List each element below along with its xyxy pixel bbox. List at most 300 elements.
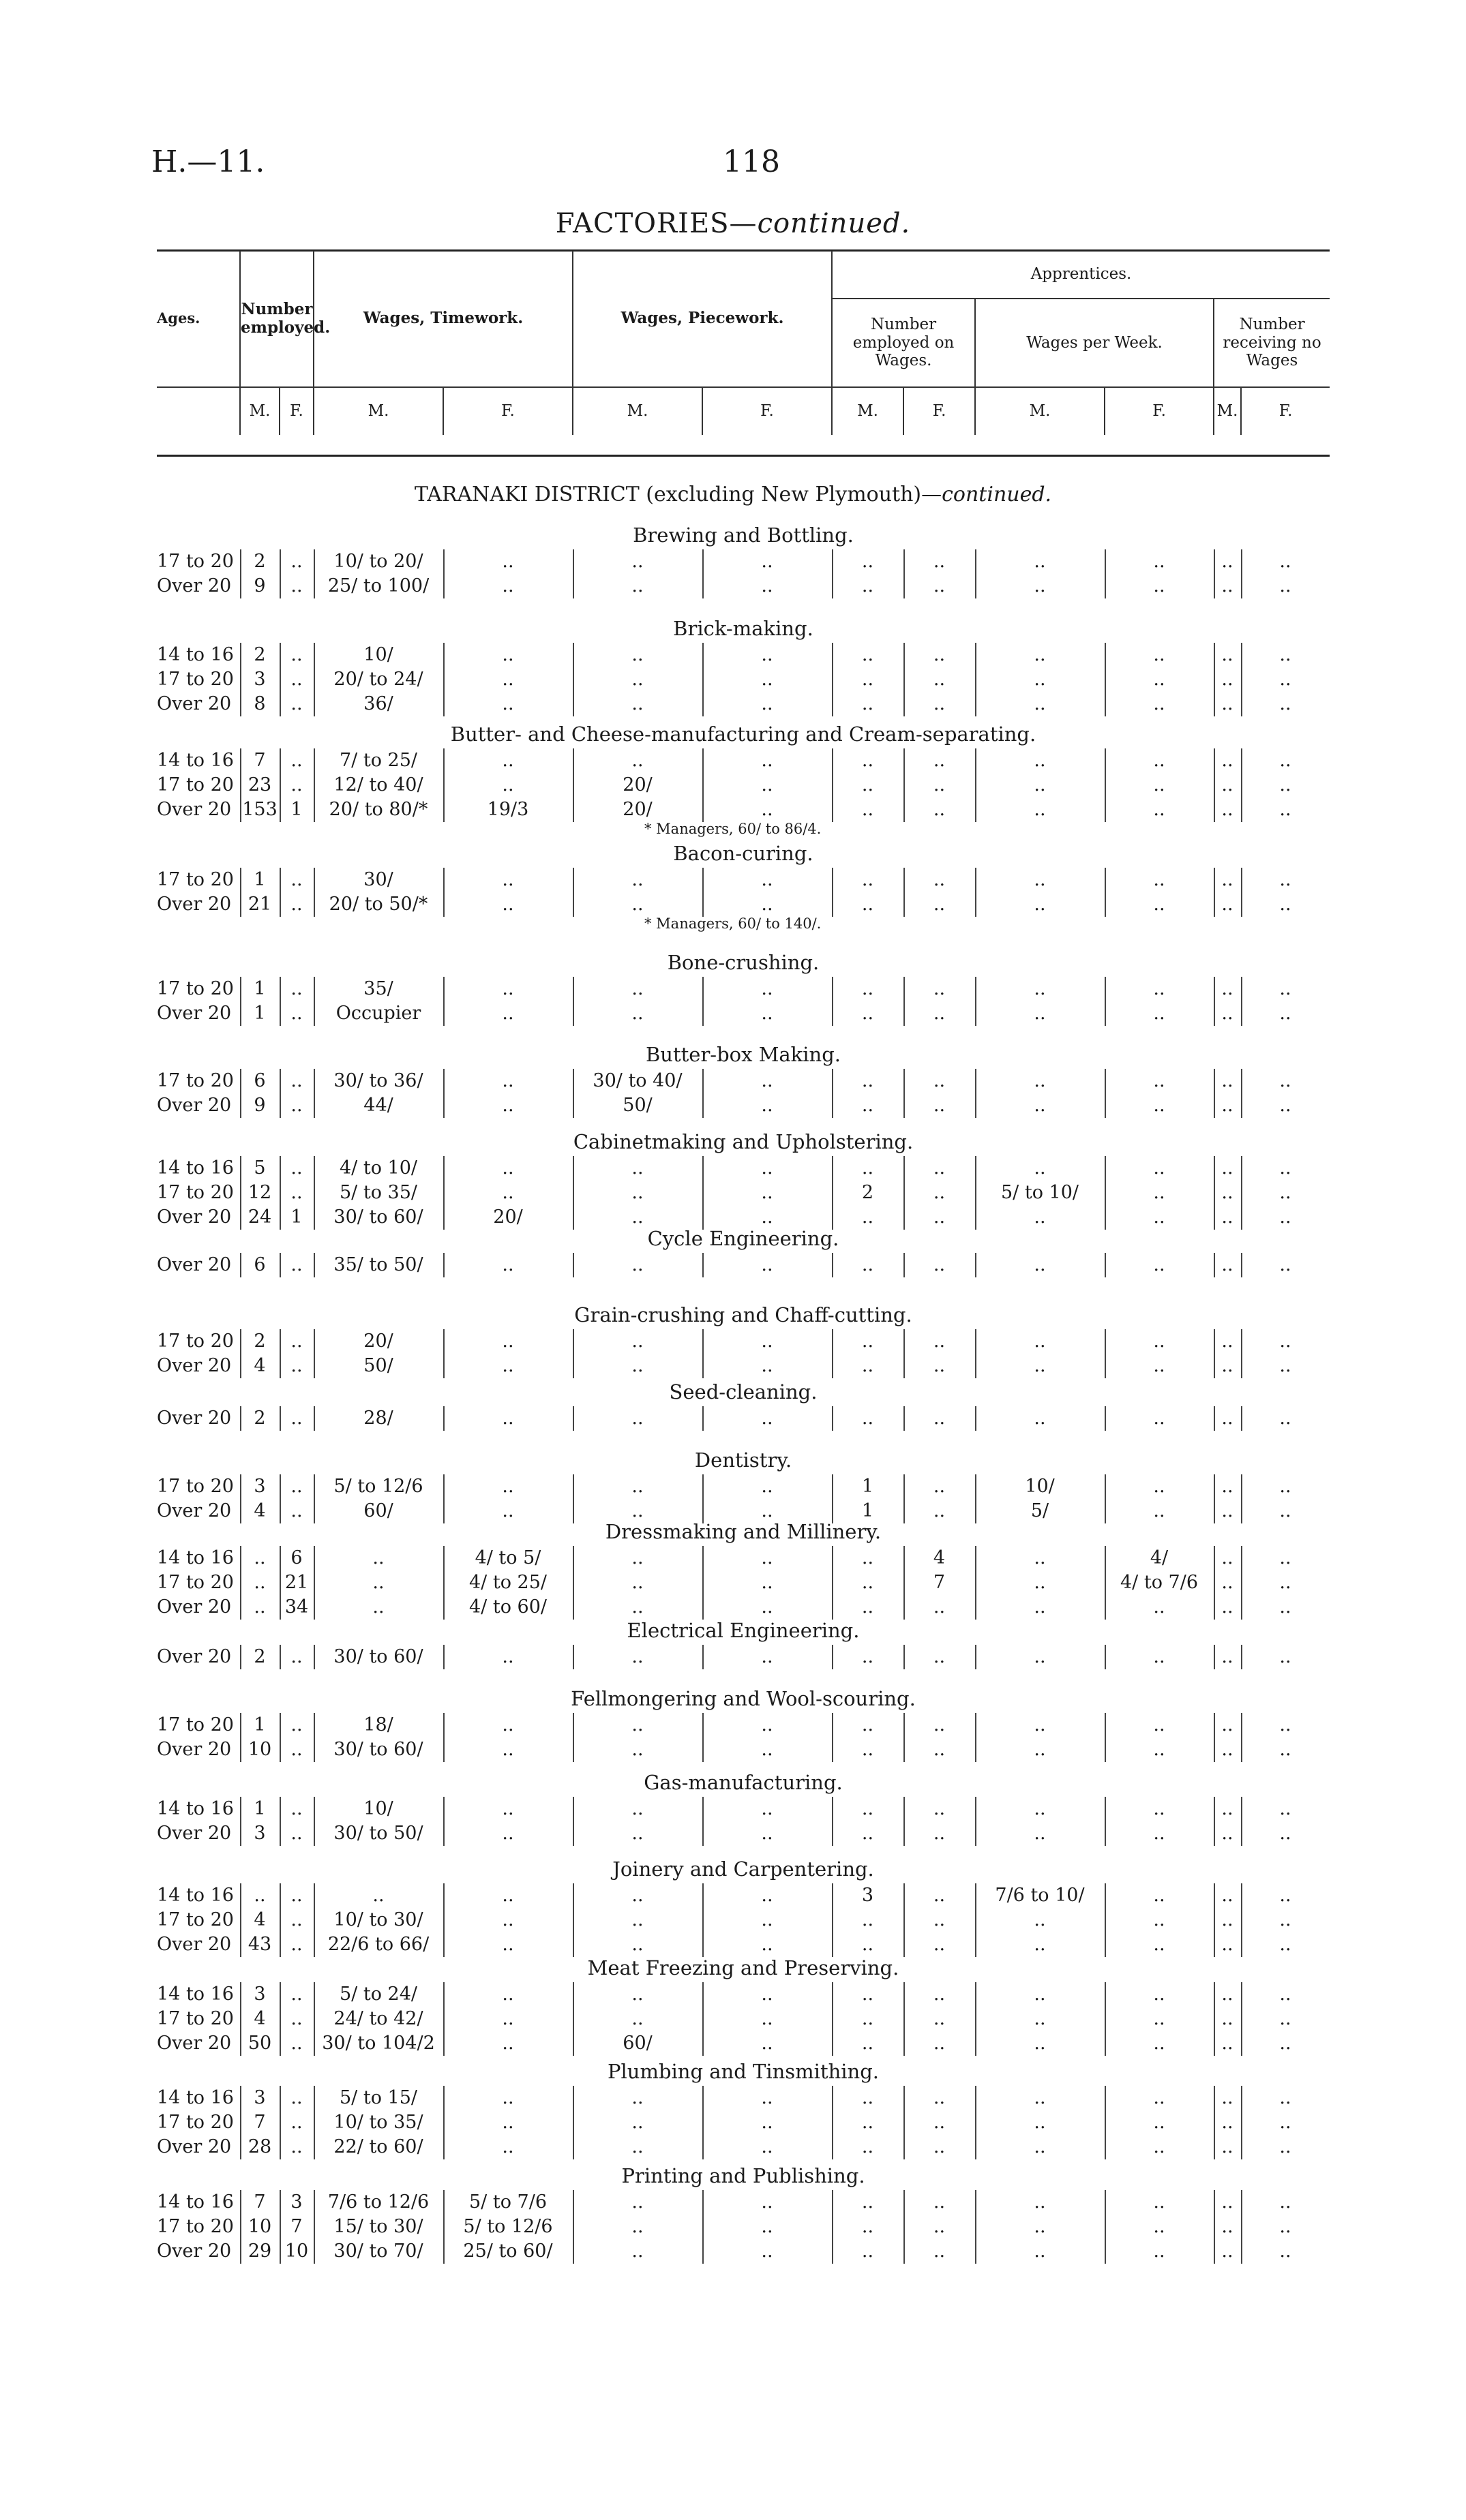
table-cell: 3 — [290, 2191, 303, 2213]
col-f: F. — [280, 387, 314, 435]
col-wages-timework: Wages, Timework. — [314, 251, 573, 387]
table-cell: 4/ to 5/ — [475, 1547, 541, 1568]
table-cell: .. — [761, 2191, 773, 2213]
column-rule — [832, 1329, 833, 1378]
table-cell: 60/ — [623, 2033, 653, 2054]
table-cell: .. — [290, 1408, 303, 1429]
table-cell: 4/ to 10/ — [340, 1157, 417, 1179]
column-rule — [314, 549, 315, 598]
column-rule — [443, 1982, 445, 2056]
table-cell: .. — [933, 1909, 946, 1930]
table-cell: .. — [290, 1823, 303, 1844]
column-rule — [1105, 549, 1106, 598]
table-cell: .. — [1221, 693, 1233, 714]
table-cell: .. — [1279, 869, 1291, 890]
table-cell: .. — [1153, 1182, 1165, 1203]
table-cell: .. — [502, 1909, 514, 1930]
table-cell: .. — [761, 1182, 773, 1203]
table-cell: .. — [1221, 1646, 1233, 1667]
table-cell: .. — [761, 1206, 773, 1228]
column-rule — [832, 1253, 833, 1277]
column-rule — [573, 977, 574, 1026]
table-row — [157, 1646, 1330, 1669]
table-cell: 18/ — [363, 1714, 393, 1735]
table-cell: .. — [1153, 774, 1165, 795]
table-cell: .. — [1034, 575, 1046, 596]
column-rule — [573, 1982, 574, 2056]
table-cell: .. — [631, 669, 644, 690]
table-cell: 17 to 20 — [157, 1476, 234, 1497]
column-rule — [240, 1474, 241, 1523]
industry-title: Gas-manufacturing. — [644, 1771, 843, 1794]
column-rule — [1214, 1546, 1215, 1620]
table-row — [157, 693, 1330, 716]
table-cell: .. — [933, 1984, 946, 2005]
table-cell: .. — [1279, 1934, 1291, 1955]
table-cell: .. — [861, 2191, 874, 2213]
table-cell: .. — [861, 2087, 874, 2108]
table-cell: 5/ to 7/6 — [469, 2191, 547, 2213]
table-cell: .. — [761, 799, 773, 820]
table-cell: 3 — [254, 2087, 266, 2108]
table-cell: .. — [861, 2033, 874, 2054]
table-cell: 20/ to 50/* — [329, 894, 428, 915]
table-cell: 10/ to 35/ — [333, 2112, 423, 2133]
column-rule — [975, 2086, 976, 2159]
table-cell: .. — [631, 1182, 644, 1203]
table-cell: .. — [631, 978, 644, 999]
table-cell: .. — [861, 2241, 874, 2262]
table-cell: 1 — [254, 869, 266, 890]
column-rule — [702, 1883, 704, 1957]
column-rule — [903, 1156, 905, 1230]
table-cell: .. — [1279, 1157, 1291, 1179]
table-cell: .. — [502, 774, 514, 795]
table-cell: .. — [933, 2112, 946, 2133]
table-cell: 1 — [290, 1206, 303, 1228]
table-cell: .. — [861, 1003, 874, 1024]
table-cell: .. — [861, 1254, 874, 1275]
table-cell: .. — [1153, 1095, 1165, 1116]
table-cell: .. — [1221, 2033, 1233, 2054]
table-cell: 19/3 — [487, 799, 529, 820]
table-cell: 21 — [248, 894, 272, 915]
column-rule — [240, 1329, 241, 1378]
table-cell: 24 — [248, 1206, 272, 1228]
column-rule — [1105, 868, 1106, 917]
column-rule — [280, 868, 281, 917]
column-rule — [1105, 1069, 1106, 1118]
column-rule — [240, 549, 241, 598]
table-cell: .. — [933, 1934, 946, 1955]
column-rule — [1241, 1713, 1242, 1762]
table-cell: .. — [933, 1331, 946, 1352]
table-cell: .. — [631, 1934, 644, 1955]
table-cell: .. — [933, 1646, 946, 1667]
table-cell: .. — [861, 1157, 874, 1179]
table-cell: 14 to 16 — [157, 1547, 234, 1568]
table-cell: .. — [1279, 1646, 1291, 1667]
table-cell: .. — [761, 2033, 773, 2054]
table-cell: 14 to 16 — [157, 1798, 234, 1819]
table-cell: 25/ to 60/ — [463, 2241, 553, 2262]
column-rule — [443, 643, 445, 716]
column-rule — [314, 1982, 315, 2056]
table-cell: .. — [290, 2087, 303, 2108]
table-cell: .. — [761, 1254, 773, 1275]
column-rule — [1105, 643, 1106, 716]
table-cell: .. — [1279, 2241, 1291, 2262]
table-row — [157, 1798, 1330, 1821]
col-m: M. — [832, 387, 903, 435]
table-cell: 50/ — [363, 1355, 393, 1376]
table-cell: .. — [1153, 551, 1165, 572]
column-rule — [832, 1406, 833, 1431]
table-cell: 24/ to 42/ — [333, 2008, 423, 2029]
table-cell: .. — [631, 644, 644, 665]
table-cell: .. — [1153, 1408, 1165, 1429]
table-cell: 20/ — [493, 1206, 523, 1228]
table-cell: 3 — [861, 1885, 874, 1906]
table-cell: 4/ to 60/ — [469, 1596, 547, 1618]
table-cell: .. — [254, 1572, 266, 1593]
table-cell: .. — [502, 1157, 514, 1179]
table-cell: .. — [1034, 894, 1046, 915]
column-rule — [975, 1329, 976, 1378]
table-cell: .. — [1279, 1739, 1291, 1760]
column-rule — [314, 1253, 315, 1277]
table-cell: .. — [1153, 1331, 1165, 1352]
table-cell: 10/ — [1025, 1476, 1055, 1497]
column-rule — [903, 1474, 905, 1523]
table-cell: Over 20 — [157, 894, 232, 915]
table-cell: .. — [1034, 1823, 1046, 1844]
table-cell: .. — [502, 750, 514, 771]
table-cell: .. — [1221, 894, 1233, 915]
table-cell: .. — [1034, 1798, 1046, 1819]
table-cell: .. — [933, 894, 946, 915]
table-cell: .. — [933, 1500, 946, 1521]
col-f: F. — [443, 387, 573, 435]
table-cell: .. — [631, 1331, 644, 1352]
column-rule — [903, 1883, 905, 1957]
table-cell: 17 to 20 — [157, 1070, 234, 1091]
table-cell: .. — [761, 1476, 773, 1497]
table-cell: .. — [761, 575, 773, 596]
table-cell: .. — [1034, 1909, 1046, 1930]
table-cell: .. — [290, 750, 303, 771]
table-cell: .. — [631, 1476, 644, 1497]
table-cell: 14 to 16 — [157, 2087, 234, 2108]
table-cell: 17 to 20 — [157, 669, 234, 690]
column-rule — [443, 868, 445, 917]
table-cell: .. — [1221, 1798, 1233, 1819]
table-cell: Over 20 — [157, 799, 232, 820]
table-cell: .. — [631, 2136, 644, 2157]
table-row — [157, 669, 1330, 692]
table-cell: 20/ — [363, 1331, 393, 1352]
table-cell: 5/ to 15/ — [340, 2087, 417, 2108]
column-rule — [573, 748, 574, 822]
table-cell: 7 — [254, 2112, 266, 2133]
table-cell: .. — [1034, 2136, 1046, 2157]
table-cell: .. — [502, 575, 514, 596]
column-rule — [903, 1406, 905, 1431]
column-rule — [443, 1546, 445, 1620]
column-rule — [832, 2190, 833, 2264]
column-rule — [573, 1645, 574, 1669]
column-rule — [832, 977, 833, 1026]
table-row — [157, 869, 1330, 892]
column-rule — [903, 1797, 905, 1846]
table-cell: .. — [1153, 2136, 1165, 2157]
section-footnote: * Managers, 60/ to 86/4. — [644, 821, 822, 837]
column-rule — [702, 1546, 704, 1620]
table-cell: .. — [502, 1182, 514, 1203]
column-rule — [280, 1069, 281, 1118]
table-cell: .. — [502, 1476, 514, 1497]
page-number: 118 — [723, 145, 780, 179]
column-rule — [573, 1883, 574, 1957]
column-rule — [1241, 977, 1242, 1026]
table-cell: 4 — [933, 1547, 946, 1568]
column-rule — [903, 1069, 905, 1118]
table-cell: .. — [1153, 978, 1165, 999]
table-cell: 4 — [254, 1909, 266, 1930]
table-cell: 3 — [254, 1984, 266, 2005]
column-rule — [1214, 1156, 1215, 1230]
table-cell: .. — [1279, 1500, 1291, 1521]
table-cell: .. — [631, 1739, 644, 1760]
table-cell: .. — [631, 2112, 644, 2133]
table-cell: .. — [1153, 575, 1165, 596]
table-cell: .. — [1279, 799, 1291, 820]
table-cell: .. — [502, 1003, 514, 1024]
table-cell: .. — [502, 2008, 514, 2029]
table-cell: 14 to 16 — [157, 1984, 234, 2005]
table-cell: .. — [631, 575, 644, 596]
column-rule — [443, 549, 445, 598]
column-rule — [1241, 2190, 1242, 2264]
table-cell: .. — [1279, 894, 1291, 915]
table-cell: 17 to 20 — [157, 2008, 234, 2029]
column-rule — [573, 1406, 574, 1431]
table-cell: 20/ to 24/ — [333, 669, 423, 690]
table-cell: .. — [290, 1070, 303, 1091]
table-cell: .. — [761, 1572, 773, 1593]
table-cell: .. — [290, 1003, 303, 1024]
column-rule — [832, 549, 833, 598]
table-cell: 14 to 16 — [157, 2191, 234, 2213]
table-cell: .. — [1153, 1254, 1165, 1275]
table-cell: .. — [631, 693, 644, 714]
table-cell: .. — [290, 1984, 303, 2005]
table-cell: .. — [761, 1500, 773, 1521]
table-cell: .. — [290, 1885, 303, 1906]
column-rule — [702, 1156, 704, 1230]
column-rule — [280, 549, 281, 598]
column-rule — [1105, 1982, 1106, 2056]
col-wages-piecework: Wages, Piecework. — [573, 251, 832, 387]
table-cell: .. — [502, 1355, 514, 1376]
col-f: F. — [1105, 387, 1214, 435]
column-rule — [1241, 1406, 1242, 1431]
table-cell: .. — [290, 1331, 303, 1352]
table-cell: .. — [861, 1572, 874, 1593]
table-row — [157, 1739, 1330, 1762]
table-cell: 17 to 20 — [157, 2216, 234, 2237]
table-cell: .. — [502, 1714, 514, 1735]
column-rule — [1214, 643, 1215, 716]
table-cell: 17 to 20 — [157, 1909, 234, 1930]
column-rule — [280, 1329, 281, 1378]
table-cell: .. — [1034, 1206, 1046, 1228]
table-cell: .. — [761, 978, 773, 999]
table-cell: Over 20 — [157, 1206, 232, 1228]
table-cell: .. — [861, 774, 874, 795]
table-cell: .. — [1279, 693, 1291, 714]
table-cell: Over 20 — [157, 1596, 232, 1618]
table-cell: 1 — [861, 1476, 874, 1497]
table-cell: .. — [1221, 669, 1233, 690]
table-cell: 7/6 to 10/ — [995, 1885, 1085, 1906]
table-row — [157, 1909, 1330, 1932]
table-cell: 7/ to 25/ — [340, 750, 417, 771]
table-cell: .. — [502, 2033, 514, 2054]
column-rule — [832, 868, 833, 917]
column-rule — [240, 1982, 241, 2056]
table-cell: .. — [290, 1739, 303, 1760]
table-cell: .. — [1279, 1984, 1291, 2005]
table-cell: Over 20 — [157, 1500, 232, 1521]
table-cell: .. — [761, 1157, 773, 1179]
table-cell: Over 20 — [157, 1646, 232, 1667]
table-cell: .. — [933, 669, 946, 690]
table-cell: Over 20 — [157, 1934, 232, 1955]
table-cell: .. — [254, 1885, 266, 1906]
table-cell: .. — [761, 2087, 773, 2108]
table-cell: 7 — [290, 2216, 303, 2237]
table-cell: Over 20 — [157, 2241, 232, 2262]
table-cell: 10/ — [363, 1798, 393, 1819]
table-cell: .. — [631, 1984, 644, 2005]
table-cell: .. — [1034, 2087, 1046, 2108]
table-cell: .. — [1153, 1070, 1165, 1091]
column-rule — [314, 1883, 315, 1957]
table-cell: 22/6 to 66/ — [327, 1934, 430, 1955]
column-rule — [1214, 1069, 1215, 1118]
table-cell: .. — [502, 2087, 514, 2108]
industry-title: Brewing and Bottling. — [633, 523, 854, 547]
table-cell: .. — [1153, 2216, 1165, 2237]
column-rule — [975, 1883, 976, 1957]
table-cell: .. — [933, 1003, 946, 1024]
column-rule — [702, 1253, 704, 1277]
table-row — [157, 978, 1330, 1001]
column-rule — [280, 1645, 281, 1669]
column-rule — [280, 1406, 281, 1431]
table-cell: .. — [861, 1909, 874, 1930]
table-cell: 30/ to 70/ — [333, 2241, 423, 2262]
table-row — [157, 1331, 1330, 1354]
table-cell: .. — [290, 2112, 303, 2133]
table-cell: .. — [761, 1070, 773, 1091]
table-cell: .. — [761, 1095, 773, 1116]
table-row — [157, 551, 1330, 574]
table-cell: 17 to 20 — [157, 551, 234, 572]
table-cell: 17 to 20 — [157, 1714, 234, 1735]
table-cell: .. — [1279, 1714, 1291, 1735]
col-number-employed: Number employed. — [240, 251, 314, 387]
column-rule — [1214, 2190, 1215, 2264]
table-cell: 10 — [248, 1739, 272, 1760]
table-cell: 3 — [254, 1823, 266, 1844]
table-cell: .. — [861, 693, 874, 714]
table-cell: 50 — [248, 2033, 272, 2054]
table-cell: .. — [1279, 1798, 1291, 1819]
table-cell: .. — [290, 1254, 303, 1275]
industry-title: Electrical Engineering. — [627, 1619, 860, 1642]
industry-title: Fellmongering and Wool-scouring. — [571, 1687, 916, 1710]
column-rule — [1214, 868, 1215, 917]
table-cell: .. — [1279, 2136, 1291, 2157]
table-cell: .. — [1034, 1934, 1046, 1955]
table-cell: 10 — [284, 2241, 309, 2262]
district-name: TARANAKI DISTRICT (excluding New Plymouth)— — [414, 483, 942, 506]
table-cell: .. — [761, 1355, 773, 1376]
table-cell: .. — [861, 799, 874, 820]
column-rule — [832, 1069, 833, 1118]
column-rule — [832, 1982, 833, 2056]
table-cell: 5/ to 10/ — [1001, 1182, 1079, 1203]
column-rule — [573, 549, 574, 598]
column-rule — [903, 748, 905, 822]
column-rule — [573, 868, 574, 917]
table-row — [157, 1572, 1330, 1595]
table-cell: .. — [1279, 750, 1291, 771]
table-cell: .. — [290, 1095, 303, 1116]
column-rule — [573, 1329, 574, 1378]
table-cell: .. — [861, 978, 874, 999]
column-rule — [314, 1713, 315, 1762]
industry-title: Printing and Publishing. — [621, 2164, 865, 2187]
table-cell: Over 20 — [157, 1003, 232, 1024]
industry-title: Joinery and Carpentering. — [612, 1857, 874, 1881]
table-cell: .. — [372, 1885, 385, 1906]
table-cell: 5/ to 35/ — [340, 1182, 417, 1203]
table-cell: .. — [1279, 1355, 1291, 1376]
table-cell: .. — [290, 1934, 303, 1955]
table-cell: .. — [761, 1885, 773, 1906]
table-cell: .. — [631, 2241, 644, 2262]
table-cell: .. — [933, 2216, 946, 2237]
table-cell: .. — [861, 869, 874, 890]
column-rule — [832, 1713, 833, 1762]
column-rule — [240, 868, 241, 917]
table-row — [157, 1934, 1330, 1957]
table-cell: .. — [631, 1500, 644, 1521]
column-rule — [280, 1883, 281, 1957]
table-cell: 30/ — [363, 869, 393, 890]
column-rule — [903, 2086, 905, 2159]
table-cell: .. — [1034, 750, 1046, 771]
column-rule — [1214, 1797, 1215, 1846]
column-rule — [1241, 549, 1242, 598]
table-cell: .. — [861, 2136, 874, 2157]
table-cell: .. — [1221, 2136, 1233, 2157]
table-row — [157, 1003, 1330, 1026]
table-cell: 153 — [242, 799, 278, 820]
